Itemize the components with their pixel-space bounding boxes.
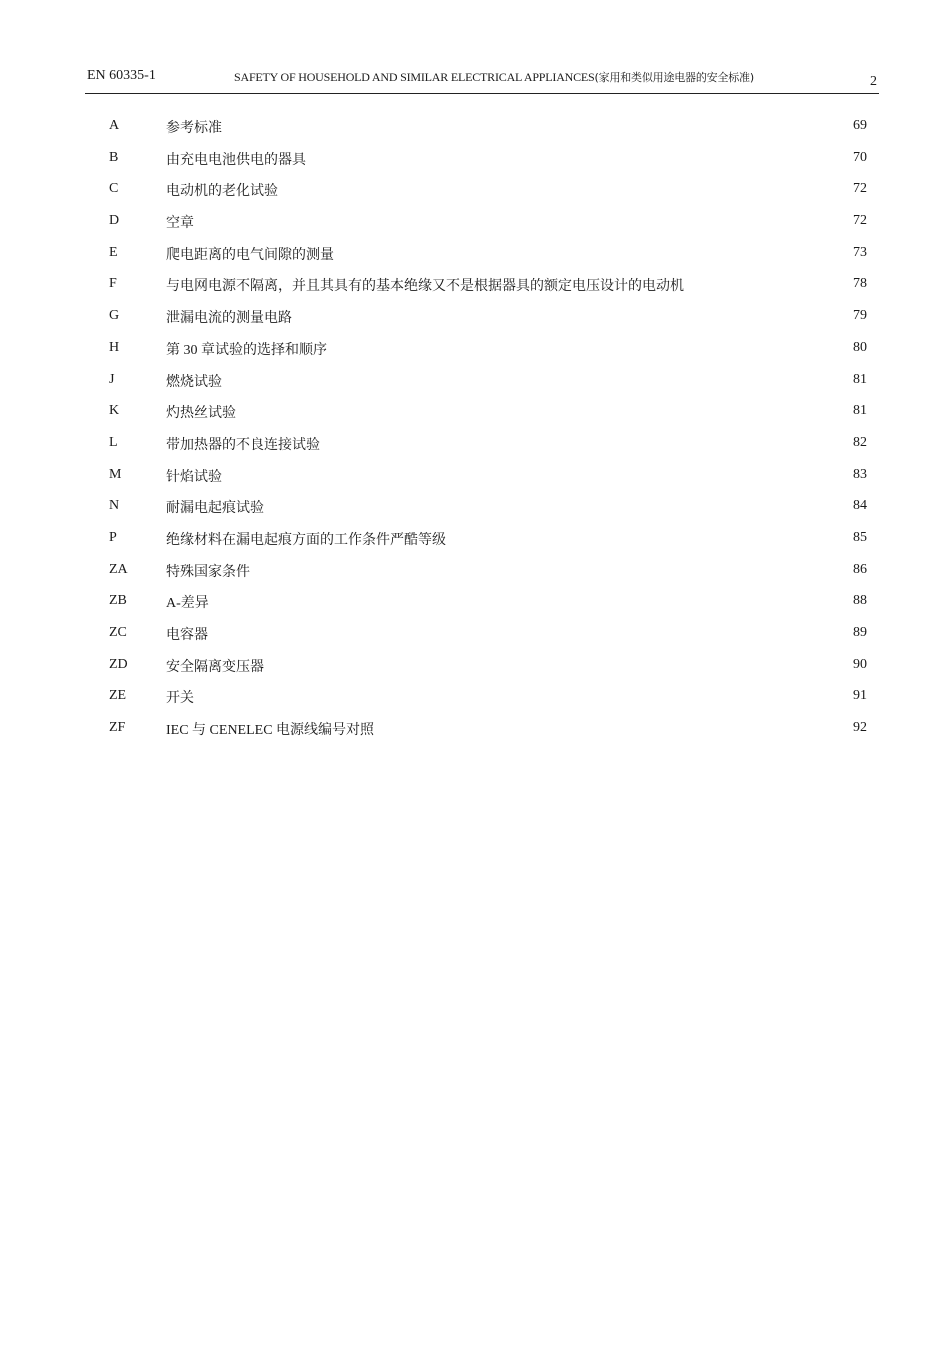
toc-code: E xyxy=(109,244,118,260)
table-of-contents xyxy=(0,111,950,745)
toc-entry-h[interactable] xyxy=(0,333,950,365)
standard-code: EN 60335-1 xyxy=(87,68,156,83)
toc-entry-g[interactable] xyxy=(0,301,950,333)
toc-label: 泄漏电流的测量电路 xyxy=(166,311,292,327)
toc-entry-a[interactable] xyxy=(0,111,950,143)
toc-page: 84 xyxy=(853,498,867,514)
toc-code: ZF xyxy=(109,720,126,736)
toc-code: ZE xyxy=(109,688,127,704)
document-title-cn: (家用和类似用途电器的安全标准) xyxy=(594,71,754,84)
toc-entry-f[interactable] xyxy=(0,269,950,301)
toc-entry-za[interactable] xyxy=(0,555,950,587)
toc-code: ZA xyxy=(109,561,128,577)
toc-entry-j[interactable] xyxy=(0,365,950,397)
toc-code: N xyxy=(109,498,120,514)
toc-page: 82 xyxy=(853,434,867,450)
toc-page: 89 xyxy=(853,625,867,640)
toc-page: 69 xyxy=(853,118,867,133)
toc-label: 开关 xyxy=(166,691,194,707)
toc-page: 79 xyxy=(853,308,867,324)
toc-label: 绝缘材料在漏电起痕方面的工作条件严酷等级 xyxy=(166,532,446,548)
toc-code: ZC xyxy=(109,625,127,640)
toc-label: 电动机的老化试验 xyxy=(166,184,278,200)
toc-label: 与电网电源不隔离，并且其具有的基本绝缘又不是根据器具的额定电压设计的电动机 xyxy=(166,279,684,295)
toc-entry-p[interactable] xyxy=(0,523,950,555)
toc-code: M xyxy=(109,466,122,482)
toc-code: H xyxy=(109,339,120,355)
toc-label: 电容器 xyxy=(166,628,208,643)
toc-entry-e[interactable] xyxy=(0,238,950,270)
toc-code: C xyxy=(109,181,119,197)
toc-entry-m[interactable] xyxy=(0,460,950,492)
toc-entry-b[interactable] xyxy=(0,143,950,175)
toc-code: K xyxy=(109,403,120,419)
toc-label: 安全隔离变压器 xyxy=(166,659,264,675)
toc-code: ZD xyxy=(109,656,128,672)
toc-code: B xyxy=(109,149,119,165)
toc-label: 耐漏电起痕试验 xyxy=(166,501,264,517)
page-number: 2 xyxy=(870,74,877,89)
toc-label: A-差异 xyxy=(166,596,209,612)
toc-label: 燃烧试验 xyxy=(166,374,222,390)
toc-entry-ze[interactable] xyxy=(0,681,950,713)
toc-page: 72 xyxy=(853,181,867,197)
toc-entry-n[interactable] xyxy=(0,491,950,523)
toc-page: 88 xyxy=(853,593,867,609)
toc-code: P xyxy=(109,529,117,545)
toc-code: L xyxy=(109,434,118,450)
toc-page: 90 xyxy=(853,656,867,672)
toc-page: 72 xyxy=(853,213,867,229)
toc-page: 81 xyxy=(853,371,867,387)
toc-code: D xyxy=(109,213,120,229)
document-title xyxy=(234,69,754,85)
toc-label: 带加热器的不良连接试验 xyxy=(166,437,320,453)
toc-page: 92 xyxy=(853,720,867,736)
toc-label: 爬电距离的电气间隙的测量 xyxy=(166,247,334,263)
toc-label: 特殊国家条件 xyxy=(166,564,250,580)
toc-label: 第 30 章试验的选择和顺序 xyxy=(166,342,327,358)
toc-page: 91 xyxy=(853,688,867,704)
toc-label: 参考标准 xyxy=(166,121,222,136)
toc-code: J xyxy=(109,371,115,387)
toc-label: 灼热丝试验 xyxy=(166,406,236,422)
toc-entry-zb[interactable] xyxy=(0,586,950,618)
toc-entry-zf[interactable] xyxy=(0,713,950,745)
toc-code: G xyxy=(109,308,120,324)
toc-label: 由充电电池供电的器具 xyxy=(166,152,306,168)
toc-page: 86 xyxy=(853,561,867,577)
toc-page: 80 xyxy=(853,339,867,355)
document-title-en: SAFETY OF HOUSEHOLD AND SIMILAR ELECTRICAL APPLIANCES xyxy=(234,70,595,84)
toc-code: A xyxy=(109,118,120,133)
toc-entry-zc[interactable] xyxy=(0,618,950,650)
toc-page: 81 xyxy=(853,403,867,419)
toc-code: F xyxy=(109,276,117,292)
toc-page: 85 xyxy=(853,529,867,545)
toc-entry-zd[interactable] xyxy=(0,650,950,682)
toc-page: 83 xyxy=(853,466,867,482)
toc-entry-d[interactable] xyxy=(0,206,950,238)
toc-entry-k[interactable] xyxy=(0,396,950,428)
toc-label: IEC 与 CENELEC 电源线编号对照 xyxy=(166,723,375,739)
toc-page: 70 xyxy=(853,149,867,165)
toc-code: ZB xyxy=(109,593,127,609)
toc-page: 73 xyxy=(853,244,867,260)
toc-label: 针焰试验 xyxy=(166,469,222,485)
toc-entry-l[interactable] xyxy=(0,428,950,460)
toc-label: 空章 xyxy=(166,216,194,232)
page-header xyxy=(85,66,879,94)
toc-entry-c[interactable] xyxy=(0,174,950,206)
toc-page: 78 xyxy=(853,276,867,292)
